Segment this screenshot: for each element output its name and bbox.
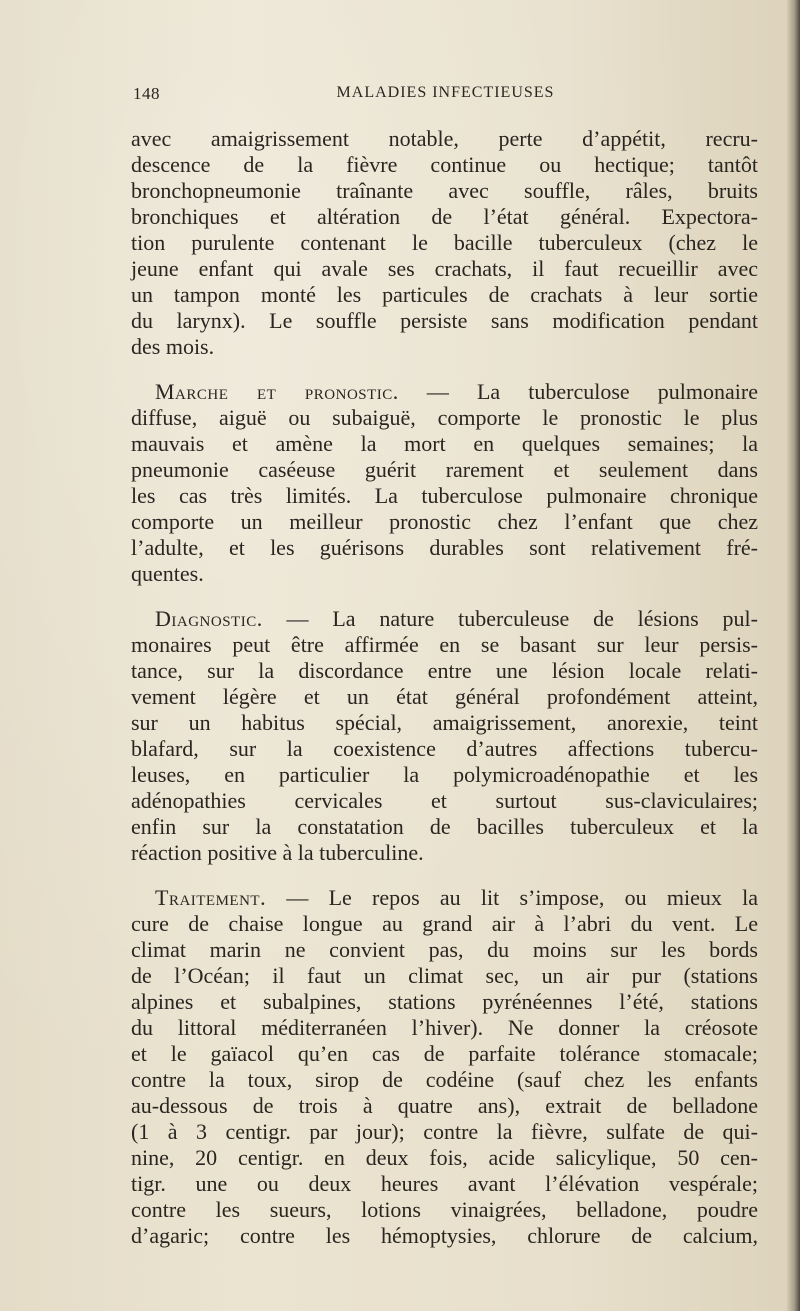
text-line: du littoral méditerranéen l’hiver). Ne donner la créosote [131, 1015, 758, 1040]
text-line: jeune enfant qui avale ses crachats, il faut recueillir avec [131, 256, 758, 281]
text-line [131, 606, 758, 632]
text-line: contre les sueurs, lotions vinaigrées, belladone, poudre [131, 1197, 758, 1222]
text-line: adénopathies cervicales et surtout sus-claviculaires; [131, 788, 758, 813]
text-line: de l’Océan; il faut un climat sec, un air pur (stations [131, 963, 758, 988]
text-line: avec amaigrissement notable, perte d’appétit, recru- [131, 126, 758, 151]
text-line: tion purulente contenant le bacille tuberculeux (chez le [131, 230, 758, 255]
text-line: mauvais et amène la mort en quelques semaines; la [131, 431, 758, 456]
text-line: cure de chaise longue au grand air à l’abri du vent. Le [131, 911, 758, 936]
text-line: d’agaric; contre les hémoptysies, chlorure de calcium, [131, 1223, 758, 1248]
text-line: tance, sur la discordance entre une lésion locale relati- [131, 658, 758, 683]
text-line: du larynx). Le souffle persiste sans modification pendant [131, 308, 758, 333]
text-line: nine, 20 centigr. en deux fois, acide salicylique, 50 cen- [131, 1145, 758, 1170]
text-line: comporte un meilleur pronostic chez l’enfant que chez [131, 509, 758, 534]
text-line: vement légère et un état général profondément atteint, [131, 684, 758, 709]
text-line: diffuse, aiguë ou subaiguë, comporte le pronostic le plus [131, 405, 758, 430]
paragraph-diagnostic [131, 606, 758, 866]
text-line: un tampon monté les particules de crachats à leur sortie [131, 282, 758, 307]
section-heading-marche-pronostic: Marche et pronostic. [155, 379, 399, 404]
text-line: climat marin ne convient pas, du moins sur les bords [131, 937, 758, 962]
text-line: descence de la fièvre continue ou hectique; tantôt [131, 152, 758, 177]
text-line: contre la toux, sirop de codéine (sauf chez les enfants [131, 1067, 758, 1092]
running-title: MALADIES INFECTIEUSES [336, 84, 555, 101]
text-line: pneumonie caséeuse guérit rarement et seulement dans [131, 457, 758, 482]
text-line: alpines et subalpines, stations pyrénéennes l’été, stations [131, 989, 758, 1014]
section-heading-traitement: Traitement. [155, 885, 267, 910]
text-line: quentes. [131, 561, 204, 586]
paragraph-traitement [131, 885, 758, 1249]
text-line: sur un habitus spécial, amaigrissement, anorexie, teint [131, 710, 758, 735]
body-text [131, 126, 758, 1268]
text-line [131, 379, 758, 405]
text-line: leuses, en particulier la polymicroadénopathie et les [131, 762, 758, 787]
section-heading-diagnostic: Diagnostic. [155, 606, 263, 631]
text-line [131, 885, 758, 911]
text-line: au-dessous de trois à quatre ans), extrait de belladone [131, 1093, 758, 1118]
text-line: tigr. une ou deux heures avant l’élévation vespérale; [131, 1171, 758, 1196]
text-line: l’adulte, et les guérisons durables sont relativement fré- [131, 535, 758, 560]
text-run: — La nature tuberculeuse de lésions pul- [262, 606, 758, 631]
text-run: — Le repos au lit s’impose, ou mieux la [266, 885, 758, 910]
paragraph-continuation [131, 126, 758, 360]
text-line: bronchiques et altération de l’état général. Expectora- [131, 204, 758, 229]
text-line: monaires peut être affirmée en se basant sur leur persis- [131, 632, 758, 657]
text-line: des mois. [131, 334, 215, 359]
text-run: — La tuberculose pulmonaire [398, 379, 758, 404]
text-line: réaction positive à la tuberculine. [131, 840, 424, 865]
text-line: blafard, sur la coexistence d’autres affections tubercu- [131, 736, 758, 761]
text-line: bronchopneumonie traînante avec souffle, râles, bruits [131, 178, 758, 203]
page-number: 148 [133, 84, 160, 103]
page-header [133, 84, 758, 110]
page-edge-shadow [786, 0, 800, 1311]
text-line: et le gaïacol qu’en cas de parfaite tolérance stomacale; [131, 1041, 758, 1066]
text-line: enfin sur la constatation de bacilles tuberculeux et la [131, 814, 758, 839]
paragraph-marche-pronostic [131, 379, 758, 587]
text-line: (1 à 3 centigr. par jour); contre la fièvre, sulfate de qui- [131, 1119, 758, 1144]
text-line: les cas très limités. La tuberculose pulmonaire chronique [131, 483, 758, 508]
